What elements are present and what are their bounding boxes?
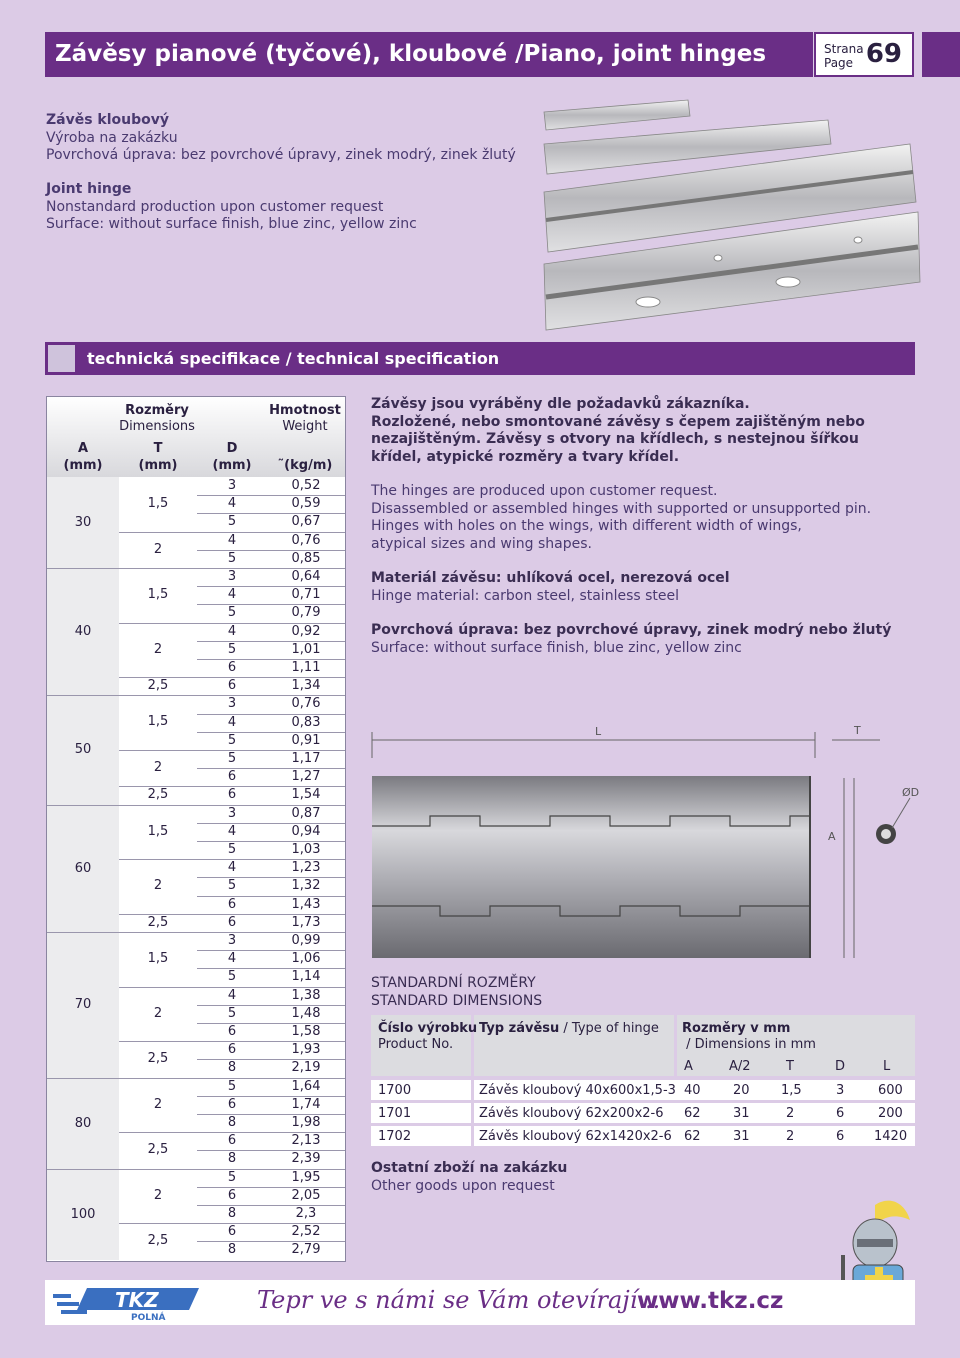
t-divider (119, 568, 197, 569)
d-value: 4 (227, 532, 237, 548)
row-divider (197, 859, 345, 860)
row-divider (197, 568, 345, 569)
hinges-photo (538, 92, 923, 332)
d-value: 6 (227, 1187, 237, 1203)
col-type (479, 1021, 659, 1037)
desc-cs-line2: Rozložené, nebo smontované závěsy s čepem zajištěným nebo (371, 413, 865, 430)
a-divider (47, 1078, 119, 1079)
d-value: 3 (227, 478, 237, 493)
weight-value: 0,67 (291, 514, 321, 530)
d-value: 8 (227, 1242, 237, 1258)
d-value: 6 (227, 896, 237, 912)
row-divider (197, 495, 345, 496)
d-value: 3 (227, 805, 237, 821)
desc-en-line3: Hinges with holes on the wings, with different width of wings, (371, 518, 802, 534)
weight-value: 0,64 (291, 569, 321, 584)
surface-cs: Povrchová úprava: bez povrchové úpravy, zinek modrý nebo žlutý (371, 622, 892, 638)
dim-a2: 20 (733, 1083, 750, 1098)
row-divider (197, 714, 345, 715)
col-dim (682, 1021, 915, 1053)
a-value: 60 (47, 805, 119, 932)
weight-value: 1,23 (291, 860, 321, 876)
t-divider (119, 623, 197, 624)
other-goods-cs: Ostatní zboží na zakázku (371, 1160, 568, 1176)
weight-value: 1,54 (291, 787, 321, 803)
row-divider (197, 1078, 345, 1079)
d-value: 8 (227, 1151, 237, 1167)
weight-value: 0,92 (291, 623, 321, 639)
weight-value: 1,06 (291, 951, 321, 967)
header-d-unit: (mm) (212, 458, 252, 473)
row-divider (197, 968, 345, 969)
t-divider (119, 750, 197, 751)
spec-bar-square (48, 345, 75, 372)
d-value: 5 (227, 842, 237, 857)
row-divider (197, 914, 345, 915)
drawing-label-d: ØD (902, 786, 920, 799)
d-value: 4 (227, 496, 237, 512)
t-value: 2,5 (147, 1233, 169, 1249)
weight-value: 1,03 (291, 842, 321, 857)
header-t: T (153, 441, 163, 456)
desc-cs (371, 396, 911, 466)
d-value: 6 (227, 1042, 237, 1058)
weight-value: 1,74 (291, 1096, 321, 1112)
t-divider (119, 859, 197, 860)
intro-en-line1: Nonstandard production upon customer request (46, 198, 384, 215)
header-hmotnost: Hmotnost (269, 403, 341, 418)
row-divider (197, 750, 345, 751)
other-goods-en: Other goods upon request (371, 1177, 555, 1194)
weight-value: 2,3 (295, 1206, 317, 1221)
row-divider (197, 932, 345, 933)
weight-value: 2,13 (291, 1133, 321, 1149)
col-dim-a2: A/2 (729, 1059, 751, 1074)
a-divider (47, 695, 119, 696)
d-value: 3 (227, 569, 237, 584)
weight-value: 0,76 (291, 696, 321, 712)
t-value: 1,5 (147, 714, 169, 730)
t-value: 2 (153, 641, 163, 657)
weight-value: 1,11 (291, 660, 321, 675)
d-value: 5 (227, 732, 237, 748)
d-value: 5 (227, 514, 237, 530)
weight-value: 0,85 (291, 550, 321, 566)
dim-l: 1420 (874, 1129, 908, 1144)
row-divider (197, 677, 345, 678)
dim-t: 1,5 (781, 1083, 802, 1098)
weight-value: 0,91 (291, 732, 321, 748)
row-divider (197, 1241, 345, 1242)
d-value: 8 (227, 1060, 237, 1076)
t-value: 2,5 (147, 678, 169, 694)
intro-en-title: Joint hinge (46, 181, 132, 197)
row-divider (197, 695, 345, 696)
col-product-no-cs: Číslo výrobku (378, 1021, 478, 1036)
header-weight: Weight (282, 419, 328, 434)
weight-value: 0,76 (291, 532, 321, 548)
dim-d: 6 (836, 1106, 845, 1121)
a-value: 30 (47, 477, 119, 568)
intro-cs-title: Závěs kloubový (46, 112, 170, 128)
d-value: 5 (227, 751, 237, 766)
d-value: 5 (227, 550, 237, 566)
t-value: 2 (153, 1187, 163, 1203)
col-type-sep: / (559, 1021, 572, 1036)
product-no: 1702 (378, 1129, 412, 1144)
weight-value: 1,14 (291, 969, 321, 985)
row-divider (197, 987, 345, 988)
row-divider (197, 841, 345, 842)
weight-value: 1,01 (291, 641, 321, 657)
row-divider (197, 641, 345, 642)
t-value: 2 (153, 541, 163, 557)
col-dim-en: / Dimensions in mm (682, 1037, 816, 1052)
hinge-drawing (370, 718, 920, 958)
row-divider (197, 513, 345, 514)
weight-value: 2,19 (291, 1060, 321, 1076)
t-value: 1,5 (147, 587, 169, 602)
header-kg-unit (265, 458, 345, 473)
col-dim-d: D (835, 1059, 846, 1074)
row-divider (197, 805, 345, 806)
a-value: 70 (47, 932, 119, 1078)
material-cs: Materiál závěsu: uhlíková ocel, nerezová ocel (371, 570, 730, 586)
spec-table (46, 396, 346, 1262)
row-divider (197, 1023, 345, 1024)
d-value: 5 (227, 969, 237, 985)
dim-t: 2 (786, 1129, 795, 1144)
col-product-no-en: Product No. (378, 1037, 454, 1052)
d-value: 5 (227, 641, 237, 657)
weight-value: 2,79 (291, 1242, 321, 1258)
material-en: Hinge material: carbon steel, stainless steel (371, 588, 680, 604)
page-label (824, 42, 864, 70)
desc-cs-line3: nezajištěným. Závěsy s otvory na křídlech, s nestejnou šířkou (371, 431, 859, 447)
d-value: 6 (227, 914, 237, 930)
a-value: 100 (47, 1169, 119, 1260)
dim-l: 600 (878, 1083, 903, 1098)
row-divider (197, 532, 345, 533)
row-divider (197, 1005, 345, 1006)
col-dim-cs: Rozměry v mm (682, 1021, 791, 1036)
row-divider (197, 1223, 345, 1224)
row-divider (197, 786, 345, 787)
dim-l: 200 (878, 1106, 903, 1121)
t-value: 2 (153, 1096, 163, 1112)
weight-value: 1,93 (291, 1042, 321, 1058)
desc-en (371, 483, 911, 553)
d-value: 4 (227, 987, 237, 1003)
t-divider (119, 987, 197, 988)
a-divider (47, 568, 119, 569)
t-divider (119, 914, 197, 915)
weight-value: 1,27 (291, 769, 321, 785)
footer (45, 1280, 915, 1325)
weight-value: 0,71 (291, 587, 321, 603)
desc-cs-line4: křídel, atypické rozměry a tvary křídel. (371, 448, 680, 465)
header-kg-unit-text: (kg/m) (284, 458, 333, 473)
weight-value: 1,17 (291, 751, 321, 766)
t-divider (119, 1223, 197, 1224)
t-value: 1,5 (147, 951, 169, 966)
d-value: 4 (227, 860, 237, 876)
weight-value: 1,32 (291, 878, 321, 894)
hinge-type: Závěs kloubový 62x200x2-6 (479, 1106, 664, 1121)
t-divider (119, 786, 197, 787)
weight-value: 1,64 (291, 1078, 321, 1094)
intro-en (46, 181, 417, 234)
dim-a: 62 (684, 1129, 701, 1144)
d-value: 4 (227, 623, 237, 639)
drawing-label-a: A (828, 830, 836, 843)
desc-en-line1: The hinges are produced upon customer request. (371, 483, 718, 499)
d-value: 4 (227, 823, 237, 839)
t-value: 1,5 (147, 823, 169, 839)
page-label-en: Page (824, 56, 854, 70)
weight-value: 1,58 (291, 1024, 321, 1039)
row-divider (197, 1041, 345, 1042)
dim-d: 3 (836, 1083, 845, 1098)
weight-value: 1,38 (291, 987, 321, 1003)
d-value: 5 (227, 1169, 237, 1185)
footer-website-link[interactable]: www.tkz.cz (637, 1288, 784, 1314)
approx-mark: ˜ (277, 458, 285, 473)
row-divider (197, 586, 345, 587)
d-value: 6 (227, 660, 237, 675)
t-divider (119, 1132, 197, 1133)
spec-table-header (47, 397, 345, 477)
header-t-unit: (mm) (138, 458, 178, 473)
d-value: 3 (227, 933, 237, 948)
row-divider (197, 1114, 345, 1115)
weight-value: 0,94 (291, 823, 321, 839)
t-value: 2,5 (147, 787, 169, 803)
a-value: 50 (47, 695, 119, 804)
t-value: 2 (153, 760, 163, 775)
intro-en-line2: Surface: without surface finish, blue zinc, yellow zinc (46, 216, 417, 232)
weight-value: 0,83 (291, 714, 321, 730)
t-divider (119, 532, 197, 533)
t-divider (119, 677, 197, 678)
weight-value: 1,43 (291, 896, 321, 912)
t-value: 2 (153, 1005, 163, 1021)
d-value: 6 (227, 1224, 237, 1240)
a-value: 40 (47, 568, 119, 695)
t-value: 2,5 (147, 1142, 169, 1158)
d-value: 6 (227, 787, 237, 803)
t-value: 2,5 (147, 914, 169, 930)
row-divider (197, 896, 345, 897)
t-divider (119, 1169, 197, 1170)
d-value: 4 (227, 587, 237, 603)
weight-value: 0,79 (291, 605, 321, 621)
drawing-label-t: T (854, 724, 861, 737)
standard-title (371, 974, 542, 1010)
page-number-box (814, 32, 914, 77)
product-no: 1700 (378, 1083, 412, 1098)
weight-value: 2,05 (291, 1187, 321, 1203)
d-value: 6 (227, 1133, 237, 1149)
header-d: D (226, 441, 238, 456)
col-type-en: Type of hinge (571, 1021, 659, 1036)
weight-value: 2,52 (291, 1224, 321, 1240)
d-value: 3 (227, 696, 237, 712)
weight-value: 0,52 (291, 478, 321, 493)
dim-a2: 31 (733, 1106, 750, 1121)
col-type-cs: Typ závěsu (479, 1021, 560, 1036)
header-a-unit: (mm) (63, 458, 103, 473)
row-divider (197, 768, 345, 769)
intro-cs-line1: Výroba na zakázku (46, 129, 178, 146)
weight-value: 1,48 (291, 1005, 321, 1021)
row-divider (197, 1132, 345, 1133)
page-number: 69 (865, 39, 902, 69)
drawing-label-l: L (595, 725, 602, 738)
t-value: 2 (153, 878, 163, 894)
hinge-type: Závěs kloubový 40x600x1,5-3 (479, 1083, 676, 1098)
weight-value: 2,39 (291, 1151, 321, 1167)
t-divider (119, 1041, 197, 1042)
d-value: 5 (227, 1078, 237, 1094)
row-divider (197, 604, 345, 605)
t-divider (119, 805, 197, 806)
row-divider (197, 1205, 345, 1206)
weight-value: 0,99 (291, 933, 321, 948)
desc-en-line2: Disassembled or assembled hinges with supported or unsupported pin. (371, 500, 872, 517)
row-divider (197, 823, 345, 824)
desc-en-line4: atypical sizes and wing shapes. (371, 535, 592, 552)
row-divider (197, 1150, 345, 1151)
row-divider (197, 623, 345, 624)
dim-t: 2 (786, 1106, 795, 1121)
header-dimensions: Dimensions (119, 419, 195, 434)
t-value: 2,5 (147, 1051, 169, 1067)
col-dim-l: L (883, 1059, 891, 1074)
d-value: 8 (227, 1206, 237, 1221)
dim-a: 40 (684, 1083, 701, 1098)
row-divider (197, 877, 345, 878)
d-value: 6 (227, 769, 237, 785)
d-value: 5 (227, 1005, 237, 1021)
col-dim-t: T (786, 1059, 794, 1074)
header-a: A (77, 441, 89, 456)
col-dim-a: A (684, 1059, 693, 1074)
intro-cs-line2: Povrchová úprava: bez povrchové úpravy, zinek modrý, zinek žlutý (46, 147, 516, 163)
hinge-type: Závěs kloubový 62x1420x2-6 (479, 1129, 672, 1144)
d-value: 6 (227, 1024, 237, 1039)
a-value: 80 (47, 1078, 119, 1169)
t-divider (119, 932, 197, 933)
a-divider (47, 1169, 119, 1170)
t-value: 1,5 (147, 496, 169, 511)
row-divider (197, 732, 345, 733)
product-no: 1701 (378, 1106, 412, 1121)
intro-cs (46, 112, 516, 165)
footer-slogan: Tepr ve s námi se Vám otevírají ... (257, 1286, 668, 1314)
d-value: 6 (227, 1096, 237, 1112)
logo-text: TKZ (115, 1288, 159, 1312)
weight-value: 1,73 (291, 914, 321, 930)
spec-bar (45, 342, 915, 375)
dim-d: 6 (836, 1129, 845, 1144)
page-title: Závěsy pianové (tyčové), kloubové /Piano, joint hinges (45, 32, 813, 77)
row-divider (197, 659, 345, 660)
other-goods (371, 1160, 911, 1195)
weight-value: 0,87 (291, 805, 321, 821)
page-label-cs: Strana (824, 42, 864, 56)
d-value: 5 (227, 878, 237, 894)
header-rozmery: Rozměry (125, 403, 189, 418)
d-value: 5 (227, 605, 237, 621)
d-value: 6 (227, 678, 237, 694)
standard-title-cs: STANDARDNÍ ROZMĚRY (371, 975, 536, 991)
a-divider (47, 932, 119, 933)
t-divider (119, 1078, 197, 1079)
row-divider (197, 1096, 345, 1097)
weight-value: 1,34 (291, 678, 321, 694)
row-divider (197, 1187, 345, 1188)
row-divider (197, 950, 345, 951)
surface-en: Surface: without surface finish, blue zinc, yellow zinc (371, 640, 742, 656)
standard-title-en: STANDARD DIMENSIONS (371, 993, 543, 1009)
weight-value: 0,59 (291, 496, 321, 512)
d-value: 4 (227, 714, 237, 730)
d-value: 8 (227, 1115, 237, 1130)
dim-a: 62 (684, 1106, 701, 1121)
header-edge-block (922, 32, 960, 77)
d-value: 4 (227, 951, 237, 967)
row-divider (197, 1059, 345, 1060)
t-divider (119, 695, 197, 696)
row-divider (197, 550, 345, 551)
spec-bar-title: technická specifikace / technical specification (87, 349, 500, 368)
a-divider (47, 805, 119, 806)
logo-subtext: POLNÁ (131, 1313, 166, 1323)
row-divider (197, 1169, 345, 1170)
dim-a2: 31 (733, 1129, 750, 1144)
weight-value: 1,98 (291, 1115, 321, 1130)
weight-value: 1,95 (291, 1169, 321, 1185)
desc-cs-line1: Závěsy jsou vyráběny dle požadavků zákazníka. (371, 396, 750, 412)
tkz-logo (53, 1286, 203, 1322)
